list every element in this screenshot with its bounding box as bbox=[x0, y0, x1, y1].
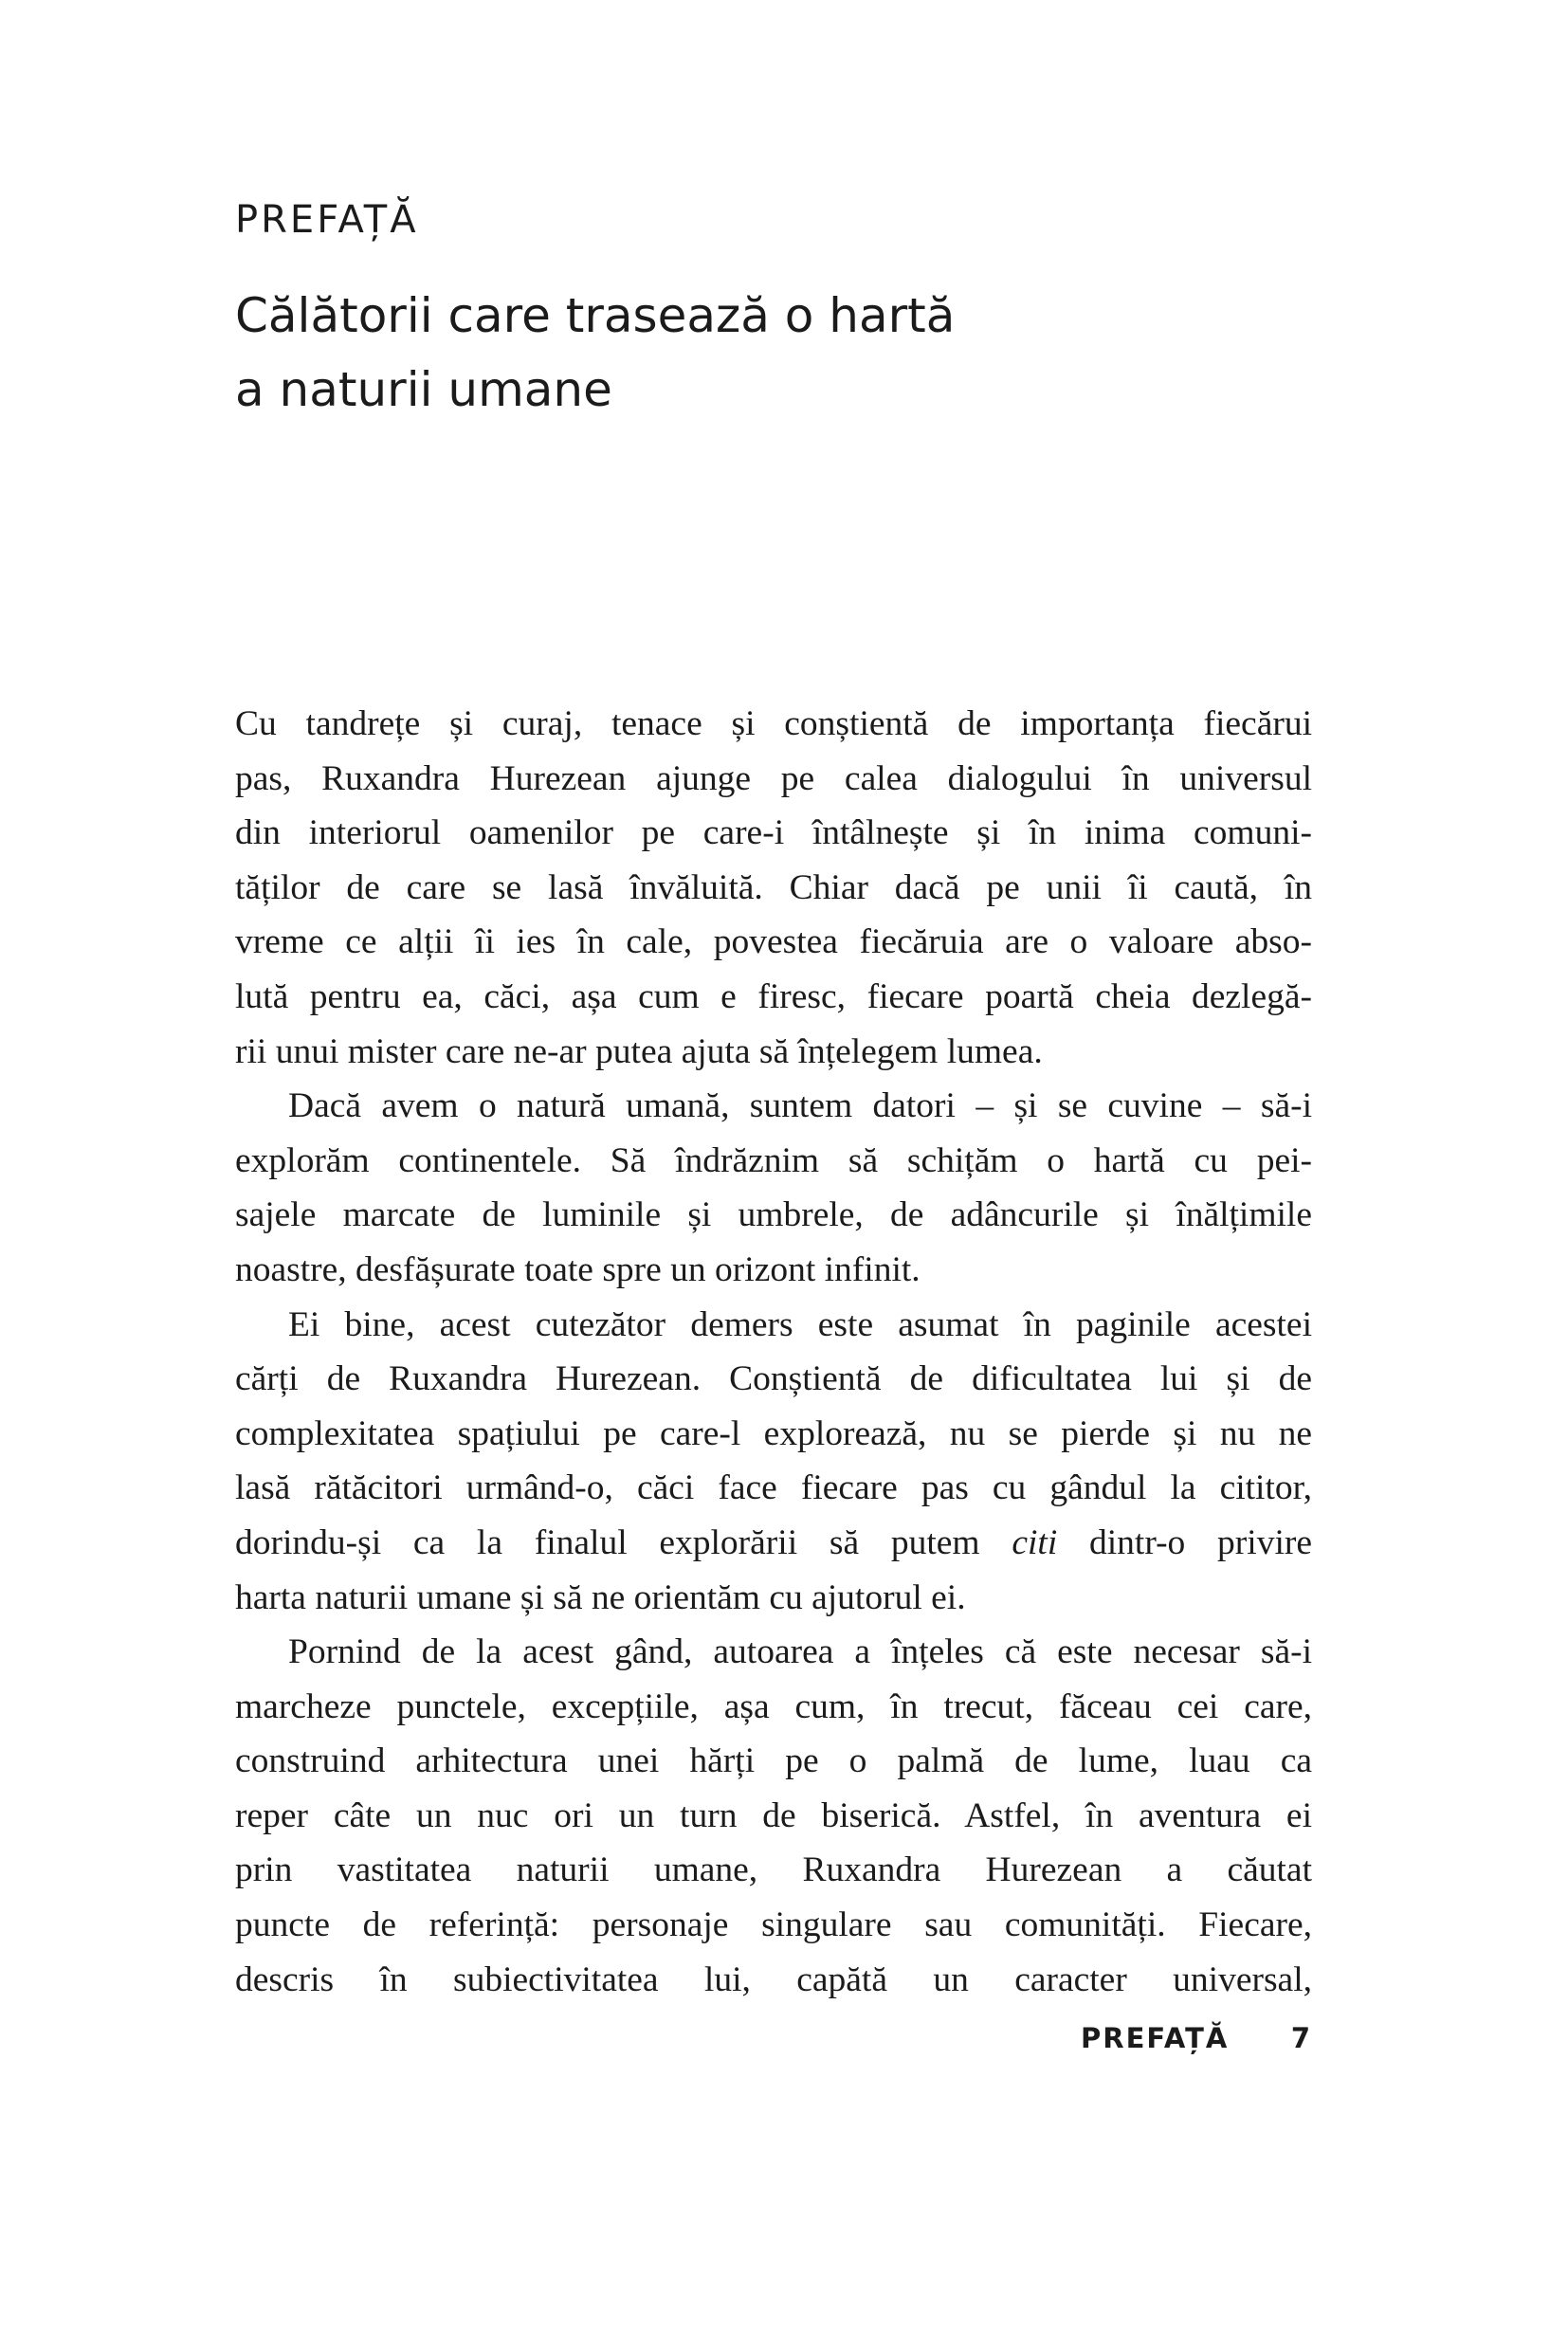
running-head: PREFAȚĂ bbox=[1081, 2022, 1230, 2054]
text-line: construind arhitectura unei hărți pe o palmă de lume, luau ca bbox=[235, 1741, 1312, 1781]
text-line: puncte de referință: personaje singulare sau comunități. Fiecare, bbox=[235, 1905, 1312, 1945]
text-line: noastre, desfășurate toate spre un orizont infinit. bbox=[235, 1249, 921, 1289]
text-line: lasă rătăcitori urmând-o, căci face fiecare pas cu gândul la cititor, bbox=[235, 1468, 1312, 1508]
text-line: sajele marcate de luminile și umbrele, de adâncurile și înălțimile bbox=[235, 1195, 1312, 1235]
body-text bbox=[235, 697, 1312, 2007]
text-line: Cu tandrețe și curaj, tenace și conștientă de importanța fiecărui bbox=[235, 704, 1312, 743]
text-line: Pornind de la acest gând, autoarea a înțeles că este necesar să-i bbox=[288, 1632, 1312, 1672]
chapter-kicker: PREFAȚĂ bbox=[235, 198, 419, 242]
text-line: din interiorul oamenilor pe care-i întâlnește și în inima comuni- bbox=[235, 813, 1312, 853]
text-run: dorindu-și ca la finalul explorării să putem bbox=[235, 1522, 980, 1562]
paragraph bbox=[235, 1079, 1312, 1297]
paragraph bbox=[235, 1298, 1312, 1626]
text-line: Ei bine, acest cutezător demers este asumat în paginile acestei bbox=[288, 1304, 1312, 1344]
text-run: dintr-o privire bbox=[1089, 1522, 1313, 1562]
text-line: pas, Ruxandra Hurezean ajunge pe calea dialogului în universul bbox=[235, 758, 1312, 798]
text-line: descris în subiectivitatea lui, capătă un caracter universal, bbox=[235, 1959, 1312, 1999]
text-line: complexitatea spațiului pe care-l explorează, nu se pierde și nu ne bbox=[235, 1413, 1312, 1453]
chapter-title-line: Călătorii care trasează o hartă bbox=[235, 288, 956, 343]
text-line: reper câte un nuc ori un turn de biserică. Astfel, în aventura ei bbox=[235, 1795, 1312, 1835]
text-line: prin vastitatea naturii umane, Ruxandra Hurezean a căutat bbox=[235, 1850, 1312, 1890]
text-line bbox=[235, 1516, 1312, 1571]
text-line: marcheze punctele, excepțiile, așa cum, în trecut, făceau cei care, bbox=[235, 1686, 1312, 1726]
text-line: rii unui mister care ne-ar putea ajuta să înțelegem lumea. bbox=[235, 1031, 1043, 1071]
paragraph bbox=[235, 1625, 1312, 2007]
page-number: 7 bbox=[1290, 2022, 1312, 2054]
text-line: cărți de Ruxandra Hurezean. Conștientă de dificultatea lui și de bbox=[235, 1359, 1312, 1399]
text-line: lută pentru ea, căci, așa cum e firesc, fiecare poartă cheia dezlegă- bbox=[235, 976, 1312, 1016]
italic-word: citi bbox=[1012, 1522, 1058, 1562]
text-line: Dacă avem o natură umană, suntem datori – și se cuvine – să-i bbox=[288, 1086, 1312, 1126]
text-line: harta naturii umane și să ne orientăm cu ajutorul ei. bbox=[235, 1577, 966, 1617]
chapter-title-line: a naturii umane bbox=[235, 362, 612, 417]
paragraph bbox=[235, 697, 1312, 1079]
text-line: vreme ce alții îi ies în cale, povestea fiecăruia are o valoare abso- bbox=[235, 922, 1312, 962]
text-line: explorăm continentele. Să îndrăznim să schițăm o hartă cu pei- bbox=[235, 1140, 1312, 1180]
chapter-title bbox=[235, 279, 1373, 427]
text-line: tăților de care se lasă învăluită. Chiar dacă pe unii îi caută, în bbox=[235, 867, 1312, 907]
